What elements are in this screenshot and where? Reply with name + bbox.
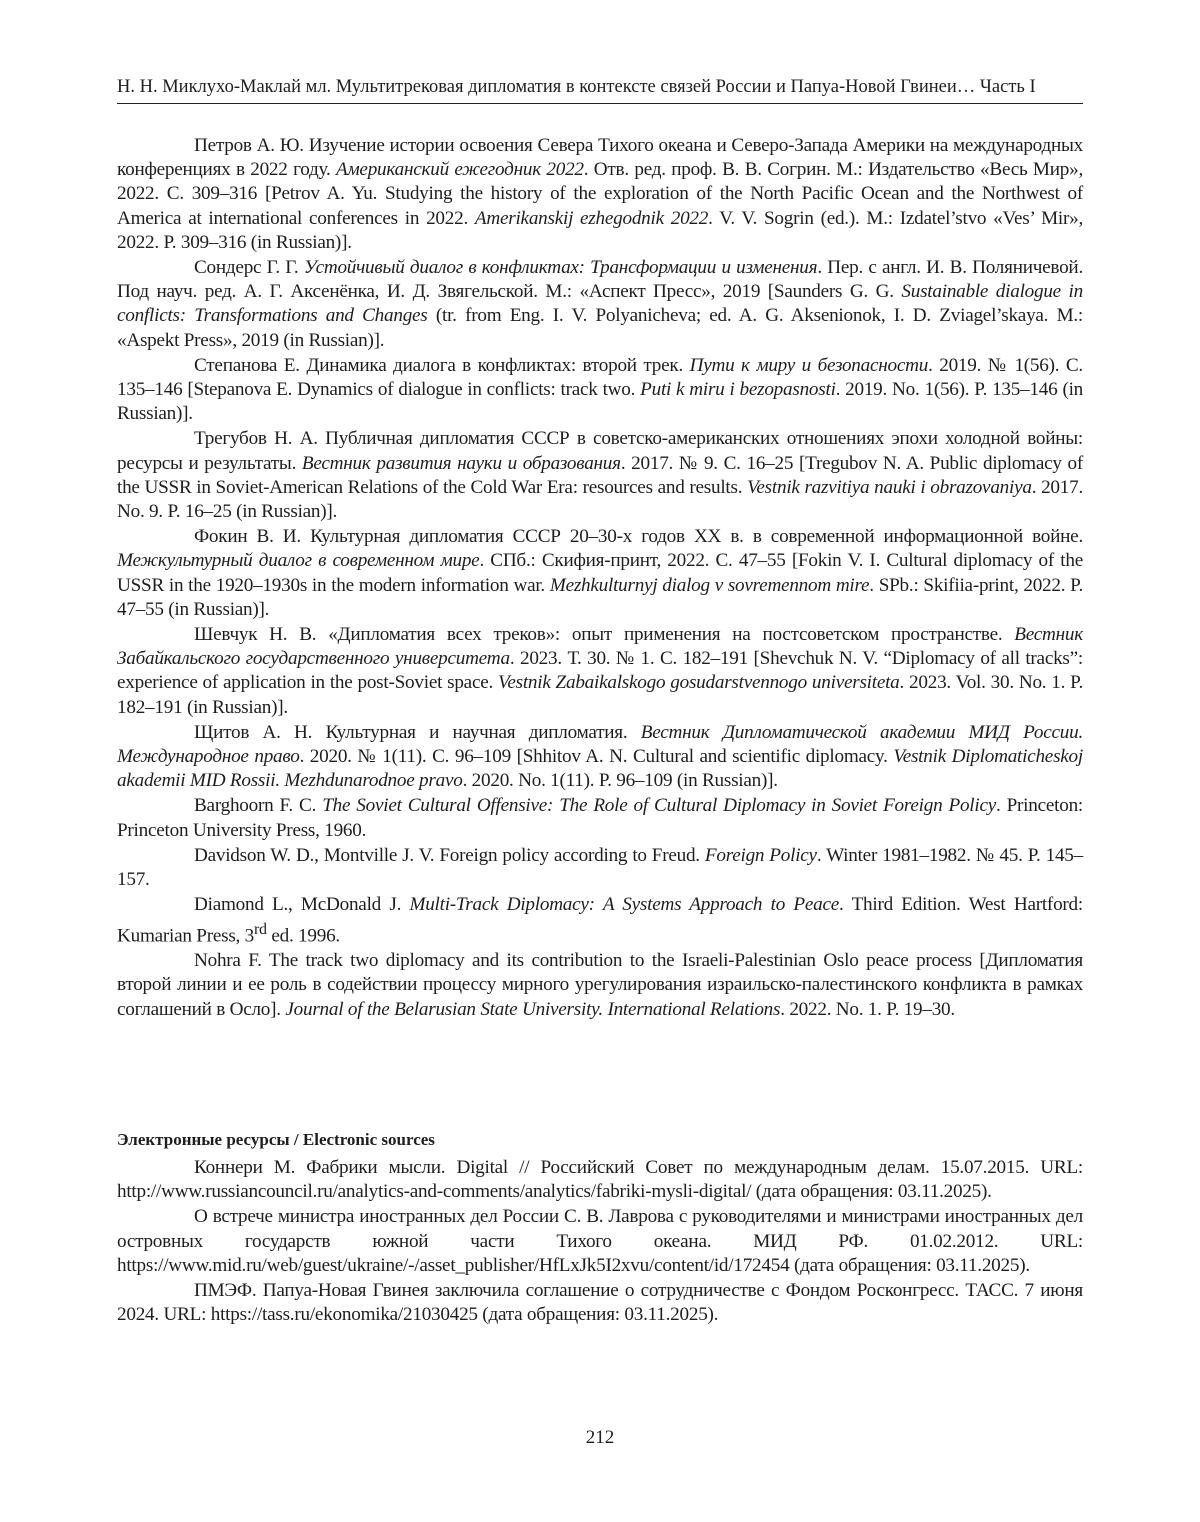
reference-item: Трегубов Н. А. Публичная дипломатия СССР в советско-американских отношениях эпохи холодной войны: ресурсы и результаты. Вестник развития науки и образования. 2017. № 9. С. 16–25 [Tregubov N. A. Public diplomacy of the USSR in Soviet-American Relations of the Cold War Era: resources and results. Vestnik razvitiya nauki i obrazovaniya. 2017. No. 9. P. 16–25 (in Russian)]. bbox=[117, 428, 1083, 523]
page-number: 212 bbox=[585, 1427, 615, 1448]
section-heading-electronic-sources: Электронные ресурсы / Electronic sources bbox=[117, 1130, 435, 1149]
reference-item: Шевчук Н. В. «Дипломатия всех треков»: опыт применения на постсоветском пространстве. Вестник Забайкальского государственного университета. 2023. Т. 30. № 1. С. 182–191 [Shevchuk N. V. “Diplomacy of all tracks”: experience of application in the post-Soviet space. Vestnik Zabaikalskogo gosudarstvennogo universiteta. 2023. Vol. 30. No. 1. P. 182–191 (in Russian)]. bbox=[117, 624, 1084, 718]
reference-item: Петров А. Ю. Изучение истории освоения Севера Тихого океана и Северо-Запада Америки на международных конференциях в 2022 году. Американский ежегодник 2022. Отв. ред. проф. В. В. Согрин. М.: Издательство «Весь Мир», 2022. С. 309–316 [Petrov A. Yu. Studying the history of the exploration of the North Pacific Ocean and the Northwest of America at international conferences in 2022. Amerikanskij ezhegodnik 2022. V. V. Sogrin (ed.). M.: Izdatel’stvo «Ves’ Mir», 2022. P. 309–316 (in Russian)]. bbox=[117, 135, 1083, 253]
header-divider bbox=[117, 103, 1083, 104]
reference-item: Diamond L., McDonald J. Multi-Track Diplomacy: A Systems Approach to Peace. Third Edition. West Hartford: Kumarian Press, 3rd ed. 1996. bbox=[117, 894, 1083, 946]
running-header: Н. Н. Миклухо-Маклай мл. Мультитрековая дипломатия в контексте связей России и Папуа-Новой Гвинеи… Часть I bbox=[117, 77, 1036, 97]
electronic-source-list bbox=[117, 1156, 1083, 1328]
reference-item: Nohra F. The track two diplomacy and its contribution to the Israeli-Palestinian Oslo peace process [Дипломатия второй линии и ее роль в содействии процессу мирного урегулирования израильско-палестинского конфликта в рамках соглашений в Осло]. Journal of the Belarusian State University. International Relations. 2022. No. 1. P. 19–30. bbox=[117, 950, 1083, 1020]
reference-item: Barghoorn F. C. The Soviet Cultural Offensive: The Role of Cultural Diplomacy in Soviet Foreign Policy. Princeton: Princeton University Press, 1960. bbox=[117, 795, 1083, 841]
reference-item: Щитов А. Н. Культурная и научная дипломатия. Вестник Дипломатической академии МИД России. Международное право. 2020. № 1(11). С. 96–109 [Shhitov A. N. Cultural and scientific diplomacy. Vestnik Diplomaticheskoj akademii MID Rossii. Mezhdunarodnoe pravo. 2020. No. 1(11). P. 96–109 (in Russian)]. bbox=[117, 721, 1083, 792]
electronic-source-item: Коннери М. Фабрики мысли. Digital // Российский Совет по международным делам. 15.07.2015. URL: http://www.russiancouncil.ru/analytics-and-comments/analytics/fabriki-mysli-digital/ (дата обращения: 03.11.2025). bbox=[117, 1157, 1083, 1203]
electronic-source-item: ПМЭФ. Папуа-Новая Гвинея заключила соглашение о сотрудничестве с Фондом Росконгресс. ТАСС. 7 июня 2024. URL: https://tass.ru/ekonomika/21030425 (дата обращения: 03.11.2025). bbox=[117, 1280, 1083, 1326]
reference-item: Сондерс Г. Г. Устойчивый диалог в конфликтах: Трансформации и изменения. Пер. с англ. И. В. Поляничевой. Под науч. ред. А. Г. Аксенёнка, И. Д. Звягельской. М.: «Аспект Пресс», 2019 [Saunders G. G. Sustainable dialogue in conflicts: Transformations and Changes (tr. from Eng. I. V. Polyanicheva; ed. A. G. Aksenionok, I. D. Zviagel’skaya. M.: «Aspekt Press», 2019 (in Russian)]. bbox=[117, 257, 1084, 351]
reference-item: Фокин В. И. Культурная дипломатия СССР 20–30-х годов XX в. в современной информационной войне. Межкультурный диалог в современном мире. СПб.: Скифия-принт, 2022. С. 47–55 [Fokin V. I. Cultural diplomacy of the USSR in the 1920–1930s in the modern information war. Mezhkulturnyj dialog v sovremennom mire. SPb.: Skifiia-print, 2022. P. 47–55 (in Russian)]. bbox=[117, 526, 1083, 620]
reference-list bbox=[117, 134, 1083, 1023]
reference-item: Степанова Е. Динамика диалога в конфликтах: второй трек. Пути к миру и безопасности. 2019. № 1(56). С. 135–146 [Stepanova E. Dynamics of dialogue in conflicts: track two. Puti k miru i bezopasnosti. 2019. No. 1(56). P. 135–146 (in Russian)]. bbox=[117, 354, 1084, 425]
reference-item: Davidson W. D., Montville J. V. Foreign policy according to Freud. Foreign Policy. Winter 1981–1982. № 45. P. 145–157. bbox=[117, 844, 1083, 891]
electronic-source-item: О встрече министра иностранных дел России С. В. Лаврова с руководителями и министрами иностранных дел островных государств южной части Тихого океана. МИД РФ. 01.02.2012. URL: https://www.mid.ru/web/guest/ukraine/-/asset_publisher/HfLxJk5I2xvu/content/id/172454 (дата обращения: 03.11.2025). bbox=[117, 1206, 1083, 1276]
